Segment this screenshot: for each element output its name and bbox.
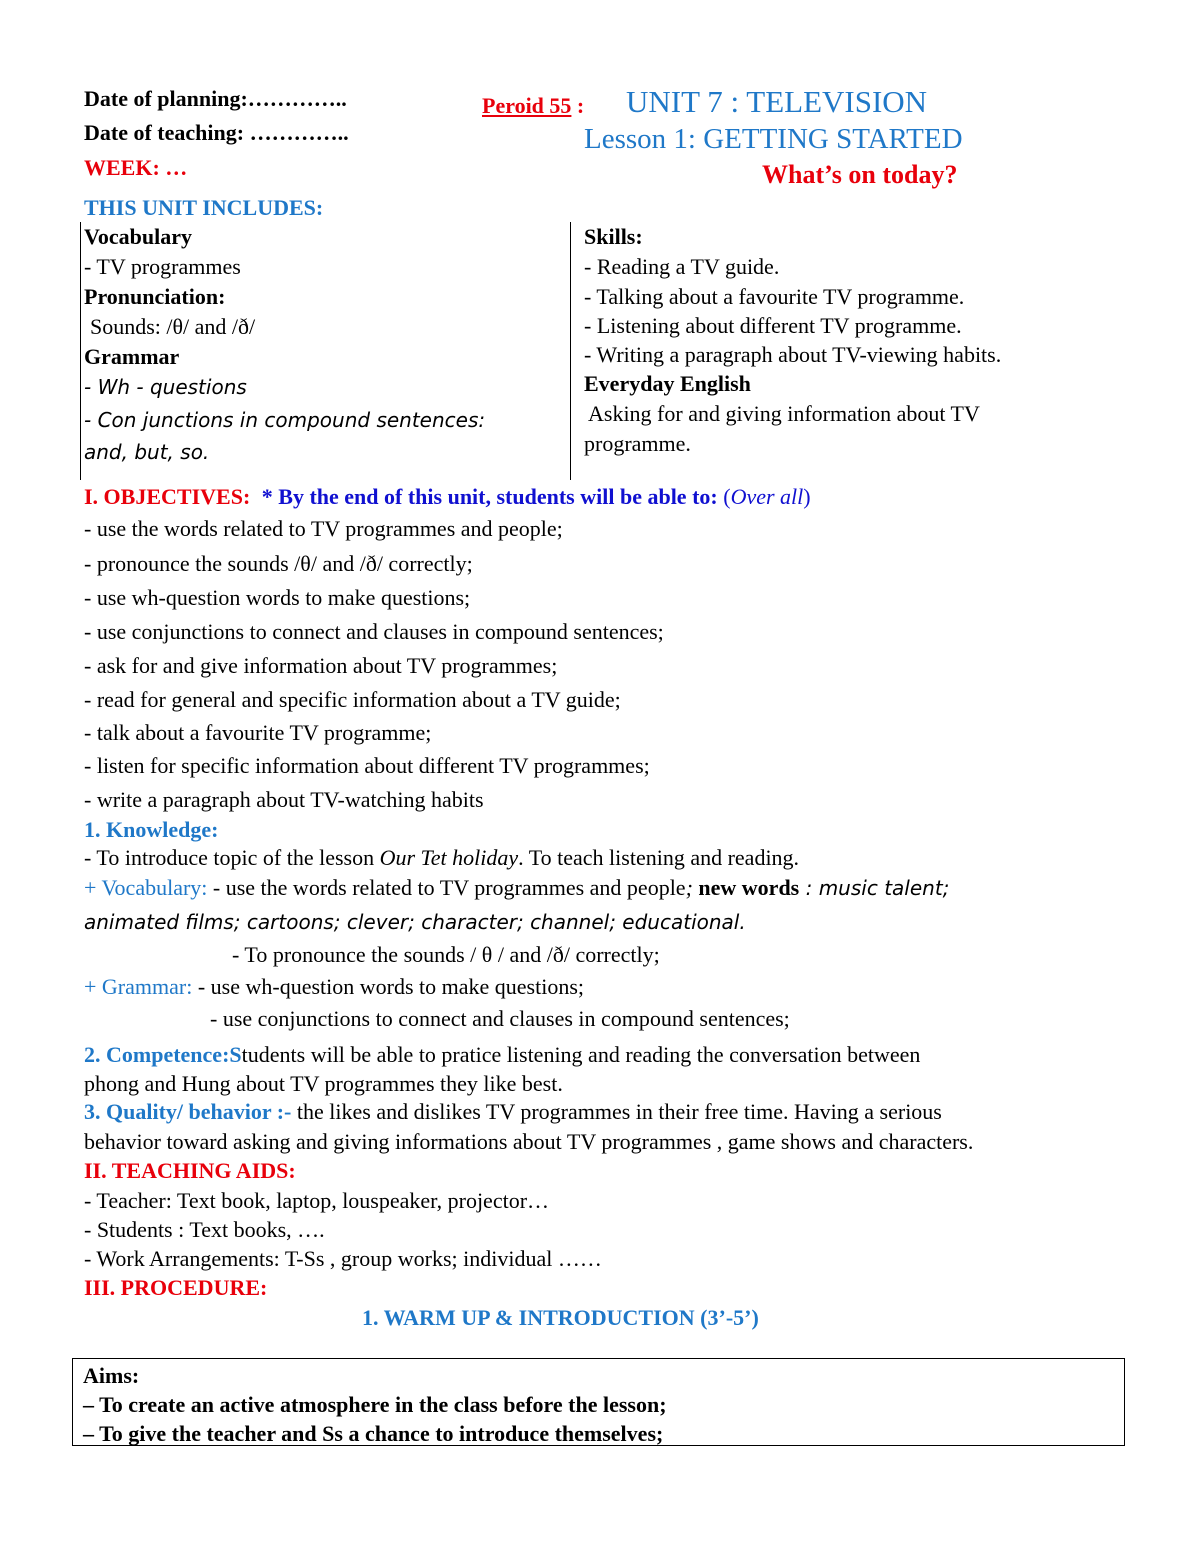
lesson-title: Lesson 1: GETTING STARTED — [584, 123, 963, 155]
table-left-border — [80, 222, 81, 480]
procedure-heading: III. PROCEDURE: — [84, 1275, 268, 1300]
everyday-english-line: Asking for and giving information about TV — [588, 401, 980, 426]
quality-line: 3. Quality/ behavior :- the likes and dislikes TV programmes in their free time. Having a serious — [84, 1099, 942, 1124]
teaching-aids-heading: II. TEACHING AIDS: — [84, 1158, 296, 1183]
objective-item: - use the words related to TV programmes and people; — [84, 516, 563, 541]
objective-item: - pronounce the sounds /θ/ and /ð/ correctly; — [84, 551, 473, 576]
objective-item: - read for general and specific information about a TV guide; — [84, 687, 621, 712]
quality-line-cont: behavior toward asking and giving informations about TV programmes , game shows and characters. — [84, 1129, 974, 1154]
objectives-intro: * By the end of this unit, students will be able to: — [261, 484, 718, 509]
knowledge-grammar: + Grammar: - use wh-question words to make questions; — [84, 974, 584, 999]
competence-heading: 2. Competence:S — [84, 1042, 242, 1067]
period-label — [482, 93, 584, 119]
date-of-teaching: Date of teaching: ………….. — [84, 120, 349, 145]
objective-item: - ask for and give information about TV programmes; — [84, 653, 558, 678]
everyday-english-heading: Everyday English — [584, 371, 751, 396]
grammar-item-wh: - Wh - questions — [84, 375, 247, 399]
objective-item: - use wh-question words to make questions; — [84, 585, 471, 610]
lesson-topic: Our Tet holiday — [379, 845, 519, 870]
aims-heading: Aims: — [83, 1363, 140, 1388]
skills-item: - Talking about a favourite TV programme. — [584, 284, 965, 309]
vocabulary-item: - TV programmes — [84, 254, 241, 279]
date-of-planning: Date of planning:………….. — [84, 86, 347, 111]
grammar-label: + Grammar: — [84, 974, 193, 999]
teaching-aid-item: - Work Arrangements: T-Ss , group works; individual …… — [84, 1246, 602, 1271]
grammar-item-conjunction-list: and, but, so. — [84, 440, 210, 464]
knowledge-heading: 1. Knowledge: — [84, 817, 219, 842]
grammar-heading: Grammar — [84, 344, 180, 369]
week-label: WEEK: … — [84, 155, 188, 180]
teaching-aid-item: - Students : Text books, …. — [84, 1217, 325, 1242]
table-column-divider — [570, 222, 571, 480]
skills-item: - Listening about different TV programme. — [584, 313, 962, 338]
competence-line-cont: phong and Hung about TV programmes they like best. — [84, 1071, 563, 1096]
new-words-label: new words — [692, 875, 800, 900]
objectives-heading: I. OBJECTIVES: — [84, 484, 251, 509]
skills-item: - Reading a TV guide. — [584, 254, 780, 279]
pronunciation-heading: Pronunciation: — [84, 284, 226, 309]
competence-line: 2. Competence:Students will be able to pratice listening and reading the conversation between — [84, 1042, 921, 1067]
quality-heading: 3. Quality/ behavior :- — [84, 1099, 292, 1124]
grammar-item-conjunctions: - Con junctions in compound sentences: — [84, 408, 486, 432]
teaching-aid-item: - Teacher: Text book, laptop, louspeaker, projector… — [84, 1188, 550, 1213]
everyday-english-line: programme. — [584, 431, 691, 456]
objective-item: - listen for specific information about different TV programmes; — [84, 753, 650, 778]
skills-heading: Skills: — [584, 224, 643, 249]
period-number: Peroid 55 — [482, 93, 572, 118]
objective-item: - talk about a favourite TV programme; — [84, 720, 432, 745]
knowledge-vocabulary: + Vocabulary: - use the words related to TV programmes and people; new words : music talent; — [84, 875, 950, 900]
objectives-heading-line: I. OBJECTIVES: * By the end of this unit, students will be able to: (Over all) — [84, 484, 811, 509]
aims-item: – To create an active atmosphere in the class before the lesson; — [83, 1392, 667, 1417]
unit-title: UNIT 7 : TELEVISION — [626, 84, 928, 119]
vocabulary-heading: Vocabulary — [84, 224, 192, 249]
aims-box — [72, 1358, 1125, 1446]
objective-item: - write a paragraph about TV-watching habits — [84, 787, 484, 812]
objective-item: - use conjunctions to connect and clauses in compound sentences; — [84, 619, 664, 644]
vocabulary-label: + Vocabulary: — [84, 875, 208, 900]
period-colon: : — [576, 93, 585, 118]
new-words-list: : music talent; — [799, 876, 950, 900]
pronunciation-item: Sounds: /θ/ and /ð/ — [90, 314, 256, 339]
lesson-subtitle: What’s on today? — [762, 160, 958, 189]
knowledge-intro: - To introduce topic of the lesson Our Tet holiday. To teach listening and reading. — [84, 845, 800, 870]
skills-item: - Writing a paragraph about TV-viewing habits. — [584, 342, 1002, 367]
knowledge-pronunciation: - To pronounce the sounds / θ / and /ð/ correctly; — [232, 942, 660, 967]
unit-includes-heading: THIS UNIT INCLUDES: — [84, 195, 324, 220]
warm-up-title: 1. WARM UP & INTRODUCTION (3’-5’) — [362, 1305, 759, 1330]
new-words-list-cont: animated films; cartoons; clever; character; channel; educational. — [84, 910, 746, 934]
knowledge-grammar-cont: - use conjunctions to connect and clauses in compound sentences; — [210, 1006, 790, 1031]
aims-item: – To give the teacher and Ss a chance to introduce themselves; — [83, 1421, 664, 1446]
objectives-overall: Over all — [730, 484, 804, 509]
